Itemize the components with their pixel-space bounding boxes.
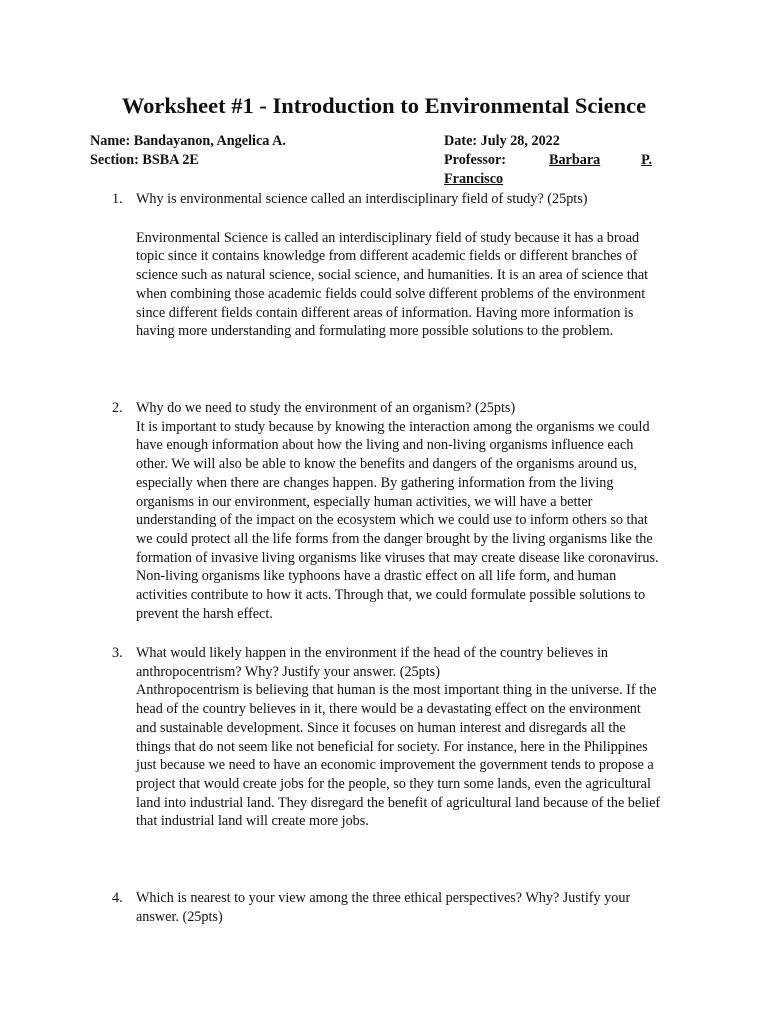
- professor-first-name: Barbara: [549, 152, 601, 168]
- answer-text: It is important to study because by knowing the interaction among the organisms we could have enough information about how the living and non-living organisms influence each other. We will also be able to know the benefits and dangers of the organisms around us, especially when there are changes happen. By gathering information from the living organisms in our environment, especially human activities, we will have a better understanding of the impact on the ecosystem which we could use to inform others so that we could protect all the life forms from the danger brought by the living organisms like the formation of invasive living organisms like viruses that may create disease like coronavirus. Non-living organisms like typhoons have a drastic effect on all life form, and human activities contribute to how it acts. Through that, we could formulate possible solutions to prevent the harsh effect.: [136, 418, 659, 622]
- question-number: 2.: [112, 400, 123, 416]
- professor-name-first: [549, 151, 652, 170]
- question-number: 4.: [112, 890, 123, 906]
- student-info: [90, 132, 286, 170]
- question-text: Why is environmental science called an interdisciplinary field of study? (25pts): [136, 191, 588, 207]
- section-label: Section:: [90, 152, 139, 168]
- section-value: BSBA 2E: [142, 152, 199, 168]
- name-line: [90, 132, 286, 151]
- professor-middle-initial: P.: [641, 152, 652, 168]
- class-info: [444, 132, 652, 189]
- question-3: [112, 644, 662, 831]
- question-number: 3.: [112, 645, 123, 661]
- section-line: [90, 151, 286, 170]
- answer-text: Anthropocentrism is believing that human is the most important thing in the universe. If the head of the country believes in it, there would be a devastating effect on the environment and sustainable development. Since it focuses on human interest and disregards all the things that do not seem like not beneficial for society. For instance, here in the Philippines just because we need to have an economic improvement the government tends to propose a project that would create jobs for the people, so they turn some lands, even the agricultural land into industrial land. They disregard the benefit of agricultural land because of the belief that industrial land will create more jobs.: [136, 682, 661, 830]
- date-value: July 28, 2022: [480, 133, 560, 149]
- date-line: [444, 132, 652, 151]
- answer-text: Environmental Science is called an interdisciplinary field of study because it has a broad topic since it contains knowledge from different academic fields or different branches of science such as natural science, social science, and humanities. It is an area of science that when combining those academic fields could solve different problems of the environment since different fields contain different areas of information. Having more information is having more understanding and formulating more possible solutions to the problem.: [136, 229, 649, 340]
- professor-last-name: Francisco: [444, 171, 504, 187]
- name-value: Bandayanon, Angelica A.: [133, 133, 286, 149]
- question-4: [112, 889, 662, 926]
- question-1: [112, 190, 662, 341]
- question-number: 1.: [112, 191, 123, 207]
- question-text: Which is nearest to your view among the three ethical perspectives? Why? Justify your answer. (25pts): [136, 890, 631, 925]
- question-text: Why do we need to study the environment of an organism? (25pts): [136, 400, 516, 416]
- name-label: Name:: [90, 133, 131, 149]
- date-label: Date:: [444, 133, 478, 149]
- question-2: [112, 399, 662, 623]
- question-text: What would likely happen in the environment if the head of the country believes in anthropocentrism? Why? Justify your answer. (25pts): [136, 645, 608, 680]
- professor-line: [444, 151, 652, 170]
- page-title: Worksheet #1 - Introduction to Environmental Science: [121, 93, 647, 118]
- professor-label: Professor:: [444, 152, 506, 168]
